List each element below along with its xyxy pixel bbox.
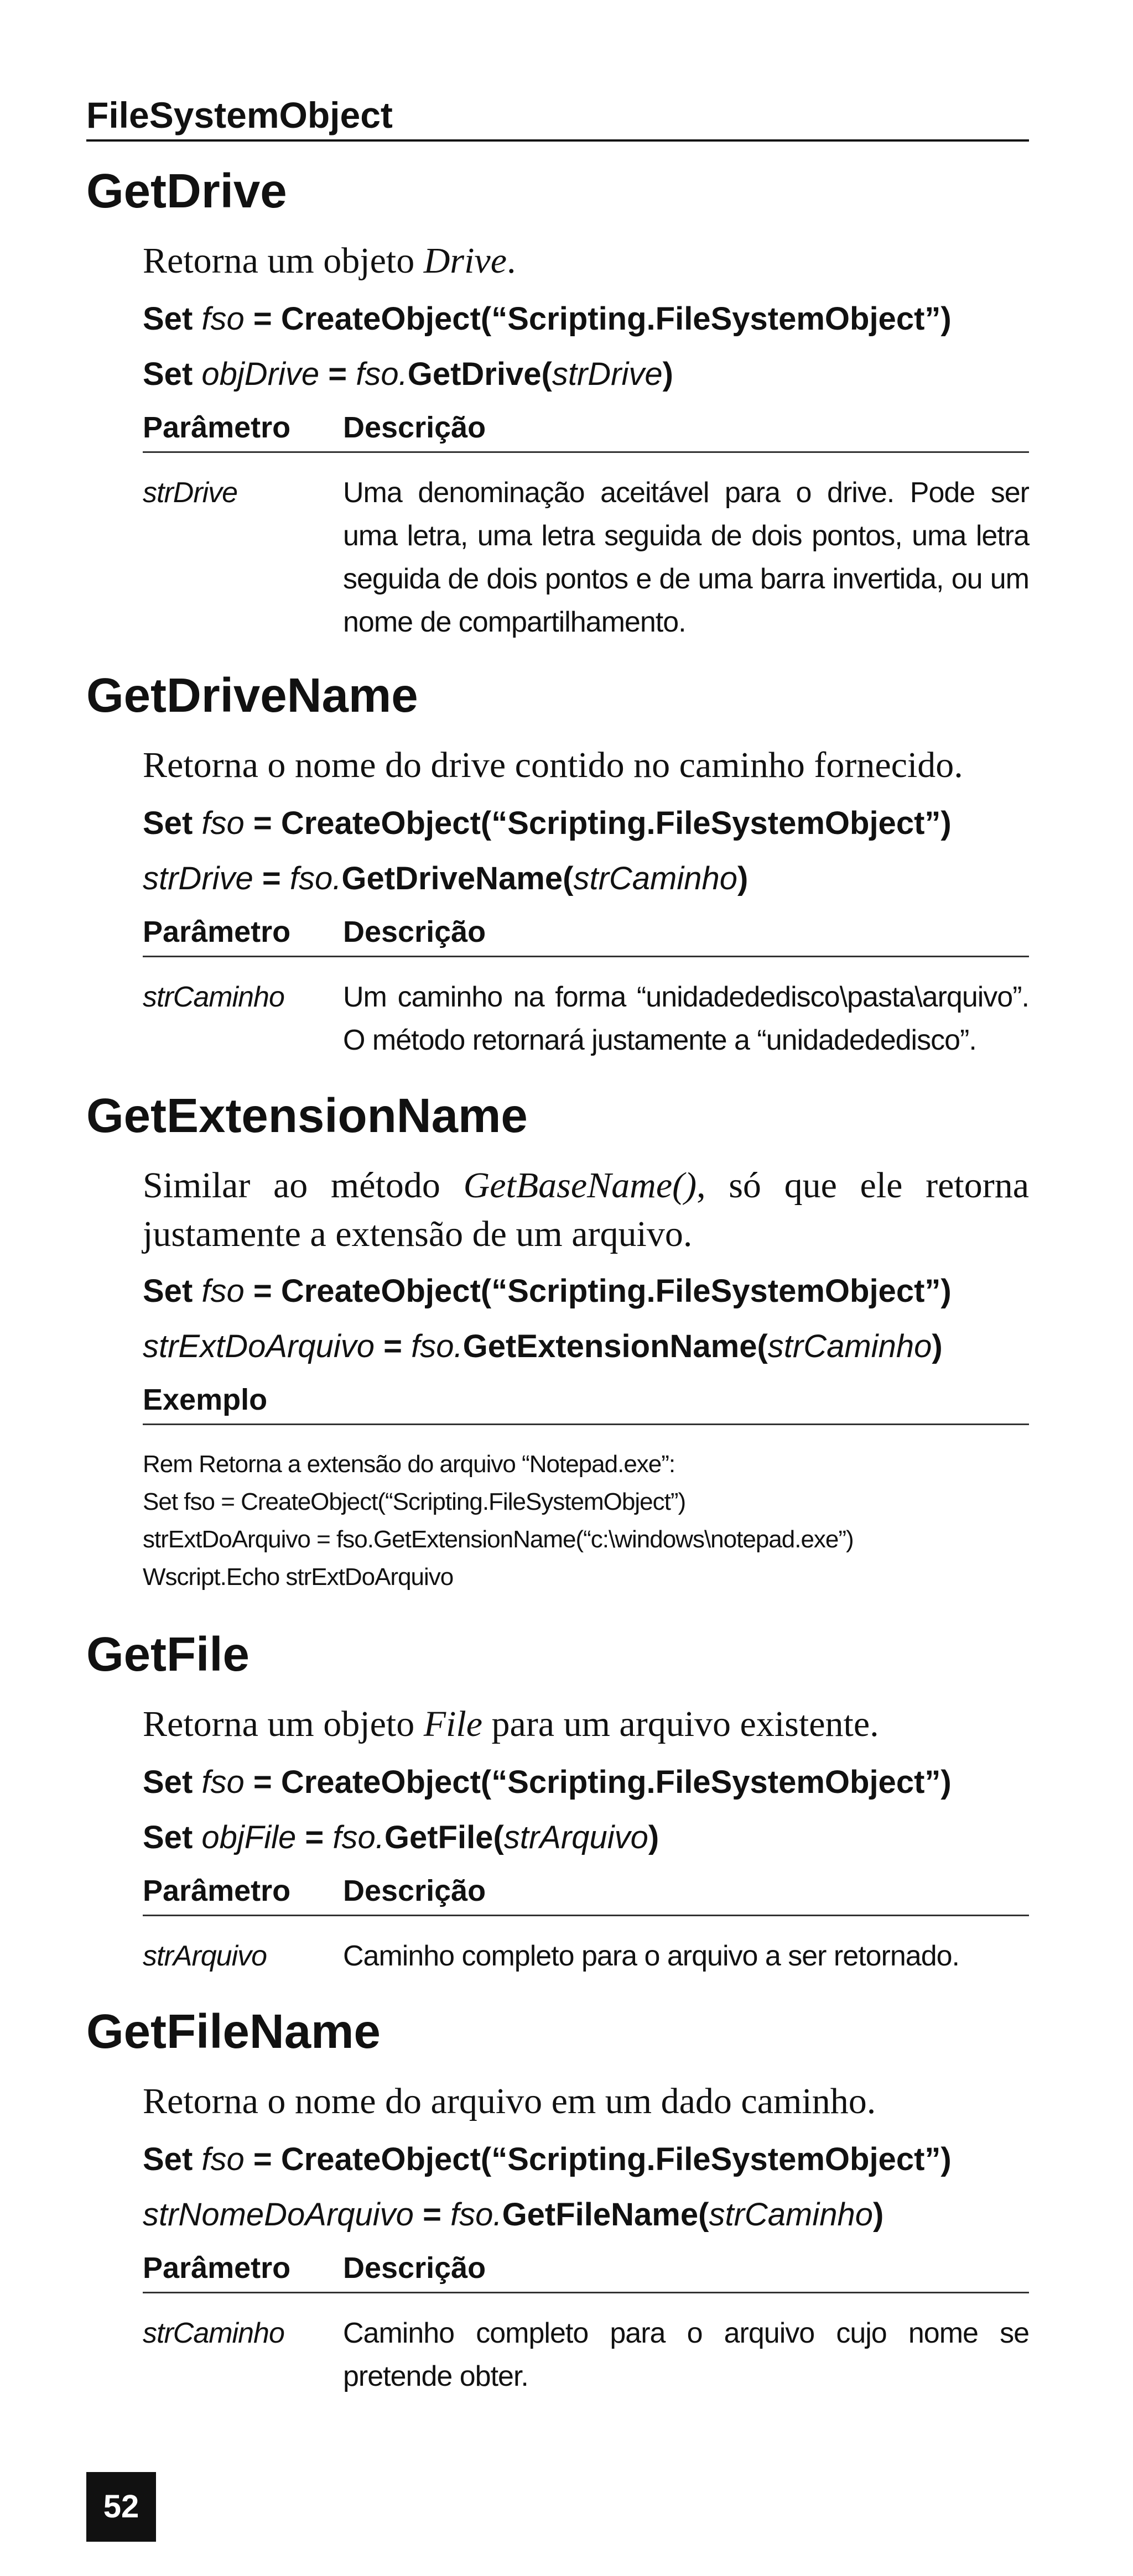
example-code-line: Set fso = CreateObject(“Scripting.FileSystemObject”): [143, 1488, 686, 1515]
code-token: =: [375, 1328, 412, 1364]
code-line: [143, 300, 952, 338]
column-header-description: Descrição: [343, 2251, 486, 2285]
code-line: [143, 355, 673, 394]
column-header-description: Descrição: [343, 915, 486, 948]
code-token: strCaminho: [767, 1328, 932, 1364]
code-token: Set: [143, 2141, 202, 2177]
code-token: =: [253, 861, 290, 896]
code-token: = CreateObject(“Scripting.FileSystemObject”): [244, 805, 952, 841]
parameter-description: Caminho completo para o arquivo cujo nome se pretende obter.: [343, 2317, 1029, 2392]
description-text-run: GetBaseName(): [463, 1165, 697, 1206]
code-token: strCaminho: [709, 2197, 873, 2233]
section-description: [143, 237, 1029, 285]
code-line: [143, 1763, 952, 1802]
example-header: [143, 1380, 1029, 1425]
description-text-run: .: [507, 241, 516, 281]
code-token: Set: [143, 356, 202, 392]
table-header: [143, 1871, 1029, 1916]
code-line: [143, 1327, 943, 1366]
description-text-run: Retorna o nome do arquivo em um dado caminho.: [143, 2081, 876, 2121]
section-description: [143, 1700, 1029, 1749]
code-token: fso: [201, 2141, 245, 2177]
code-token: strDrive: [552, 356, 663, 392]
example-code-line: Rem Retorna a extensão do arquivo “Notepad.exe”:: [143, 1451, 675, 1478]
code-line: [143, 859, 748, 898]
parameter-description: Um caminho na forma “unidadededisco\pasta\arquivo”. O método retornará justamente a “unidadededisco”.: [343, 981, 1029, 1056]
code-token: strCaminho: [573, 861, 737, 896]
code-line: [143, 1272, 952, 1311]
description-text-run: Similar ao método: [143, 1165, 464, 1206]
code-token: Set: [143, 301, 202, 337]
code-token: fso.: [450, 2197, 502, 2233]
code-token: Set: [143, 805, 202, 841]
code-token: fso: [201, 1273, 245, 1309]
section-title: GetFileName: [86, 2005, 381, 2058]
code-token: ): [873, 2197, 884, 2233]
table-header: [143, 912, 1029, 957]
table-header: [143, 408, 1029, 453]
code-token: fso.: [289, 861, 342, 896]
code-token: = CreateObject(“Scripting.FileSystemObject”): [244, 1273, 952, 1309]
code-token: strNomeDoArquivo: [143, 2197, 414, 2233]
page-number: 52: [86, 2472, 156, 2542]
example-code-line: strExtDoArquivo = fso.GetExtensionName(“c:\windows\notepad.exe”): [143, 1526, 854, 1553]
column-header-parameter: Parâmetro: [143, 1874, 291, 1907]
description-text-run: , só que ele retorna justamente a extensão de um arquivo.: [143, 1165, 1029, 1254]
code-token: strArquivo: [503, 1819, 648, 1855]
code-token: GetFile(: [384, 1819, 504, 1855]
code-token: strDrive: [143, 861, 253, 896]
code-token: strExtDoArquivo: [143, 1328, 375, 1364]
code-token: ): [662, 356, 673, 392]
code-token: GetDrive(: [407, 356, 552, 392]
code-token: fso: [201, 805, 245, 841]
section-title: GetExtensionName: [86, 1089, 528, 1143]
code-token: fso: [201, 301, 245, 337]
code-token: = CreateObject(“Scripting.FileSystemObject”): [244, 2141, 952, 2177]
code-token: = CreateObject(“Scripting.FileSystemObject”): [244, 301, 952, 337]
code-token: Set: [143, 1764, 202, 1800]
code-token: fso: [201, 1764, 245, 1800]
description-text-run: Retorna um objeto: [143, 241, 424, 281]
column-header-parameter: Parâmetro: [143, 411, 291, 444]
description-text-run: Drive: [423, 241, 507, 281]
section-title: GetDriveName: [86, 669, 418, 722]
section-description: [143, 2077, 1029, 2126]
code-token: ): [932, 1328, 943, 1364]
code-token: = CreateObject(“Scripting.FileSystemObject”): [244, 1764, 952, 1800]
code-token: fso.: [356, 356, 408, 392]
parameter-description: Caminho completo para o arquivo a ser retornado.: [343, 1940, 959, 1972]
section-title: GetDrive: [86, 164, 287, 218]
code-token: fso.: [332, 1819, 384, 1855]
code-line: [143, 2140, 952, 2179]
code-token: ): [737, 861, 749, 896]
table-header: [143, 2249, 1029, 2293]
description-text-run: Retorna o nome do drive contido no caminho fornecido.: [143, 745, 963, 785]
code-token: =: [319, 356, 356, 392]
parameter-description: Uma denominação aceitável para o drive. Pode ser uma letra, uma letra seguida de dois pontos, uma letra seguida de dois pontos e de uma barra invertida, ou um nome de compartilhamento.: [343, 477, 1029, 638]
parameter-name: strDrive: [143, 477, 238, 509]
column-header-description: Descrição: [343, 1874, 486, 1907]
parameter-name: strArquivo: [143, 1940, 267, 1972]
code-line: [143, 804, 952, 843]
parameter-name: strCaminho: [143, 981, 284, 1013]
section-description: [143, 741, 1029, 790]
column-header-parameter: Parâmetro: [143, 915, 291, 948]
section-description: [143, 1161, 1029, 1259]
code-token: objDrive: [201, 356, 320, 392]
code-token: fso.: [411, 1328, 463, 1364]
code-token: GetDriveName(: [341, 861, 574, 896]
code-token: Set: [143, 1819, 202, 1855]
example-code-line: Wscript.Echo strExtDoArquivo: [143, 1563, 454, 1591]
example-label: Exemplo: [143, 1383, 268, 1416]
description-text-run: para um arquivo existente.: [482, 1704, 879, 1744]
code-token: GetExtensionName(: [462, 1328, 768, 1364]
code-line: [143, 2196, 883, 2234]
parameter-name: strCaminho: [143, 2317, 284, 2349]
code-token: GetFileName(: [502, 2197, 709, 2233]
running-header: FileSystemObject: [86, 94, 1029, 142]
column-header-parameter: Parâmetro: [143, 2251, 291, 2285]
code-token: =: [296, 1819, 333, 1855]
description-text-run: File: [423, 1704, 483, 1744]
code-token: ): [648, 1819, 659, 1855]
code-token: Set: [143, 1273, 202, 1309]
column-header-description: Descrição: [343, 411, 486, 444]
code-token: =: [413, 2197, 451, 2233]
description-text-run: Retorna um objeto: [143, 1704, 424, 1744]
code-line: [143, 1818, 659, 1857]
code-token: objFile: [201, 1819, 297, 1855]
section-title: GetFile: [86, 1628, 250, 1681]
